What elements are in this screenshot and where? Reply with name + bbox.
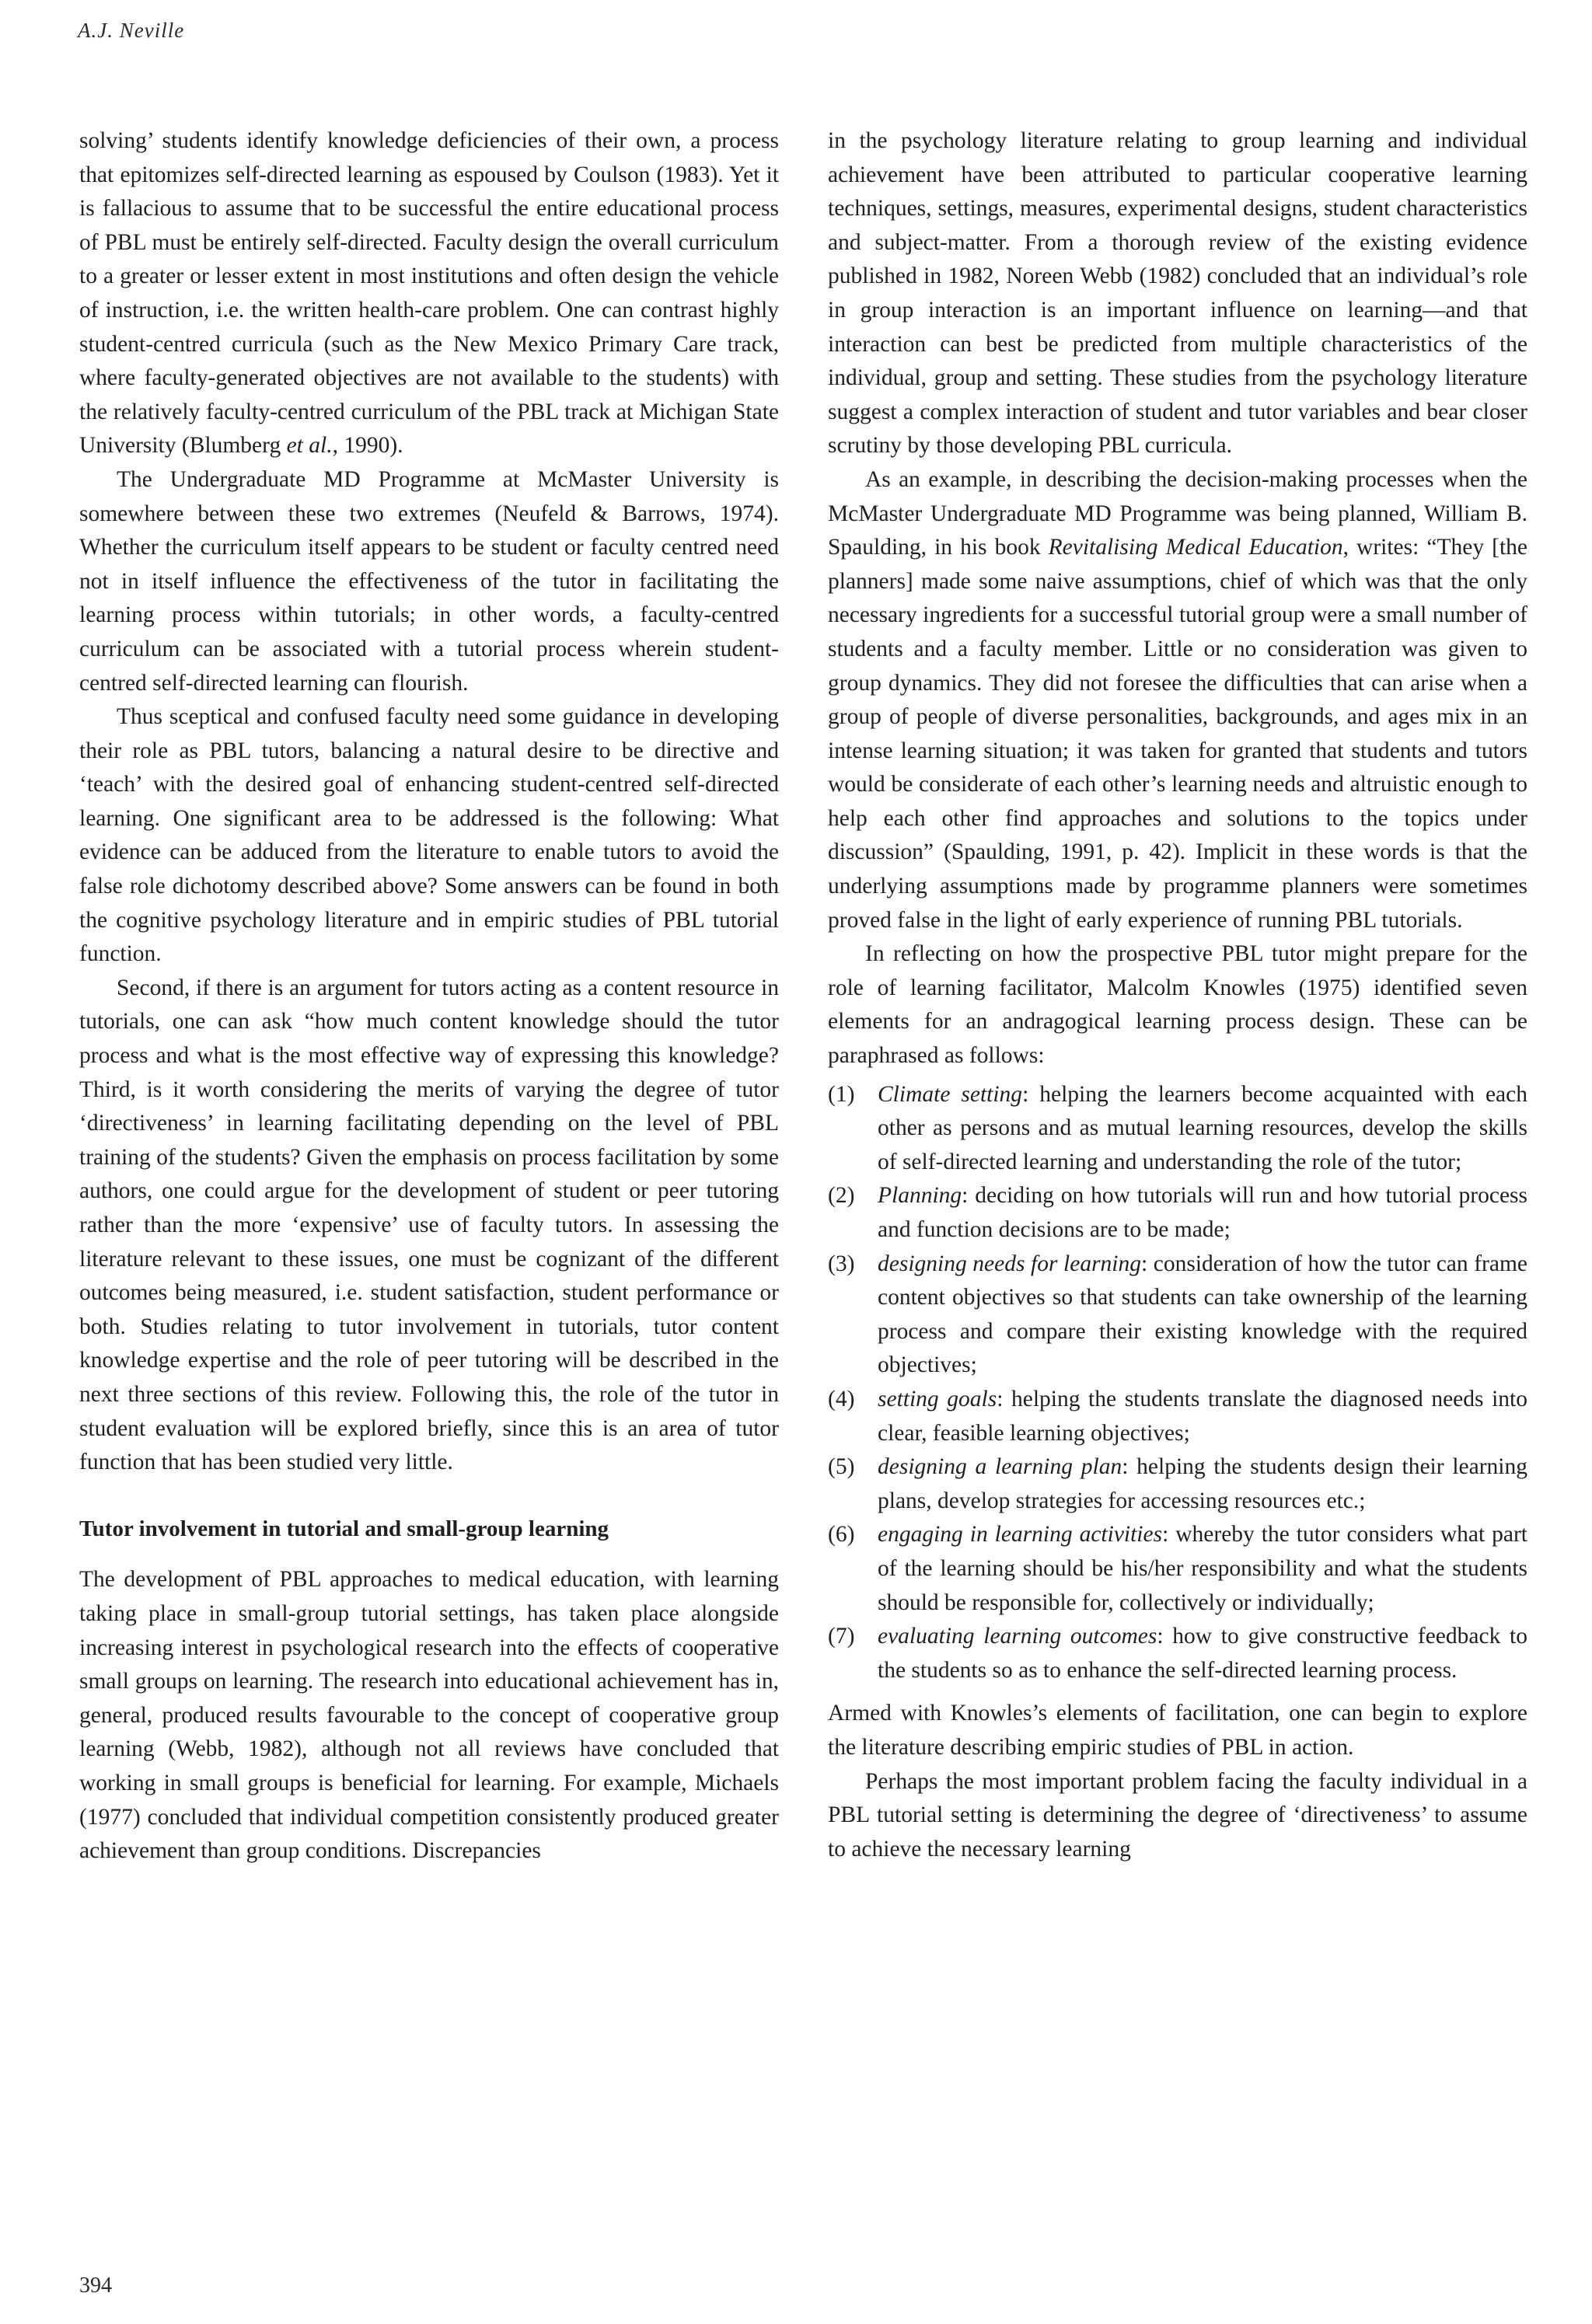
paragraph: The Undergraduate MD Programme at McMaster University is somewhere between these two extremes (Neufeld & Barrows, 1974). Whether the curriculum itself appears to be student or faculty centred need not in itself influence the effectiveness of the tutor in facilitating the learning process within tutorials; in other words, a faculty-centred curriculum can be associated with a tutorial process wherein student-centred self-directed learning can flourish. bbox=[79, 466, 779, 696]
section-heading: Tutor involvement in tutorial and small-group learning bbox=[79, 1516, 609, 1541]
list-term: engaging in learning activities bbox=[878, 1522, 1163, 1548]
list-number: (3) bbox=[828, 1251, 855, 1276]
list-number: (4) bbox=[828, 1386, 855, 1411]
list-number: (1) bbox=[828, 1081, 855, 1107]
list-text: : how to give constructive feedback to the students so as to enhance the self-directed learning process. bbox=[878, 1624, 1527, 1683]
paragraph-text: solving’ students identify knowledge deficiencies of their own, a process that epitomizes self-directed learning as espoused by Coulson (1983). Yet it is fallacious to assume that to be successful the entire educational process of PBL must be entirely self-directed. Faculty design the overall curriculum to a greater or lesser extent in most institutions and often design the vehicle of instruction, i.e. the written health-care problem. One can contrast highly student-centred curricula (such as the New Mexico Primary Care track, where faculty-generated objectives are not available to the students) with the relatively faculty-centred curriculum of the PBL track at Michigan State University (Blumberg bbox=[79, 128, 779, 459]
list-text: : whereby the tutor considers what part of the learning should be his/her responsibility and what the students should be responsible for, collectively or individually; bbox=[878, 1522, 1527, 1615]
paragraph-text: , 1990). bbox=[332, 433, 403, 459]
left-column bbox=[79, 124, 779, 1869]
list-term: Climate setting bbox=[878, 1081, 1023, 1107]
list-item bbox=[828, 1179, 1527, 1247]
list-item bbox=[828, 1518, 1527, 1620]
knowles-elements-list bbox=[828, 1078, 1527, 1688]
list-term: Planning bbox=[878, 1183, 962, 1209]
list-number: (2) bbox=[828, 1183, 855, 1209]
list-term: designing a learning plan bbox=[878, 1454, 1122, 1480]
list-text: : helping the students design their learning plans, develop strategies for accessing resources etc.; bbox=[878, 1454, 1527, 1513]
list-number: (6) bbox=[828, 1522, 855, 1548]
list-item bbox=[828, 1383, 1527, 1450]
list-text: : helping the students translate the diagnosed needs into clear, feasible learning objectives; bbox=[878, 1386, 1527, 1446]
paragraph: In reflecting on how the prospective PBL tutor might prepare for the role of learning facilitator, Malcolm Knowles (1975) identified seven elements for an andragogical learning process design. These can be paraphrased as follows: bbox=[828, 941, 1527, 1069]
right-column bbox=[828, 124, 1527, 1866]
list-item bbox=[828, 1247, 1527, 1383]
paragraph-text: As an example, in describing the decision-making processes when the McMaster Undergraduate MD Programme was being planned, William B. Spaulding, in his book bbox=[828, 466, 1527, 560]
paragraph-text: , writes: “They [the planners] made some naive assumptions, chief of which was that the only necessary ingredients for a successful tutorial group were a small number of students and a faculty member. Little or no consideration was given to group dynamics. They did not foresee the difficulties that can arise when a group of people of diverse personalities, backgrounds, and ages mix in an intense learning situation; it was taken for granted that students and tutors would be considerate of each other’s learning needs and altruistic enough to help each other find approaches and solutions to the topics under discussion” (Spaulding, 1991, p. 42). Implicit in these words is that the underlying assumptions made by programme planners were sometimes proved false in the light of early experience of running PBL tutorials. bbox=[828, 535, 1528, 933]
paragraph bbox=[79, 124, 779, 463]
paragraph: The development of PBL approaches to medical education, with learning taking place in small-group tutorial settings, has taken place alongside increasing interest in psychological research into the effects of cooperative small groups on learning. The research into educational achievement has in, general, produced results favourable to the concept of cooperative group learning (Webb, 1982), although not all reviews have concluded that working in small groups is beneficial for learning. For example, Michaels (1977) concluded that individual competition consistently produced greater achievement than group conditions. Discrepancies bbox=[79, 1567, 779, 1864]
running-head: A.J. Neville bbox=[78, 19, 185, 42]
citation-etal: et al. bbox=[286, 433, 333, 459]
paragraph: Armed with Knowles’s elements of facilitation, one can begin to explore the literature describing empiric studies of PBL in action. bbox=[828, 1701, 1527, 1760]
book-title: Revitalising Medical Education bbox=[1048, 535, 1343, 560]
list-number: (5) bbox=[828, 1454, 855, 1480]
paragraph: in the psychology literature relating to group learning and individual achievement have been attributed to particular cooperative learning techniques, settings, measures, experimental designs, student characteristics and subject-matter. From a thorough review of the existing evidence published in 1982, Noreen Webb (1982) concluded that an individual’s role in group interaction is an important influence on learning—and that interaction can best be predicted from multiple characteristics of the individual, group and setting. These studies from the psychology literature suggest a complex interaction of student and tutor variables and bear closer scrutiny by those developing PBL curricula. bbox=[828, 128, 1527, 459]
list-text: : helping the learners become acquainted with each other as persons and as mutual learning resources, develop the skills of self-directed learning and understanding the role of the tutor; bbox=[878, 1081, 1527, 1174]
list-text: : consideration of how the tutor can frame content objectives so that students can take ownership of the learning process and compare their existing knowledge with the required objectives; bbox=[878, 1251, 1527, 1378]
list-item bbox=[828, 1450, 1527, 1518]
list-text: : deciding on how tutorials will run and how tutorial process and function decisions are to be made; bbox=[878, 1183, 1527, 1242]
paragraph bbox=[828, 463, 1527, 937]
list-term: setting goals bbox=[878, 1386, 997, 1411]
paragraph: Thus sceptical and confused faculty need some guidance in developing their role as PBL tutors, balancing a natural desire to be directive and ‘teach’ with the desired goal of enhancing student-centred self-directed learning. One significant area to be addressed is the following: What evidence can be adduced from the literature to enable tutors to avoid the false role dichotomy described above? Some answers can be found in both the cognitive psychology literature and in empiric studies of PBL tutorial function. bbox=[79, 704, 779, 967]
paragraph: Second, if there is an argument for tutors acting as a content resource in tutorials, one can ask “how much content knowledge should the tutor process and what is the most effective way of expressing this knowledge? Third, is it worth considering the merits of varying the degree of tutor ‘directiveness’ in learning facilitating depending on the level of PBL training of the students? Given the emphasis on process facilitation by some authors, one could argue for the development of student or peer tutoring rather than the more ‘expensive’ use of faculty tutors. In assessing the literature relevant to these issues, one must be cognizant of the different outcomes being measured, i.e. student satisfaction, student performance or both. Studies relating to tutor involvement in tutorials, tutor content knowledge expertise and the role of peer tutoring will be described in the next three sections of this review. Following this, the role of the tutor in student evaluation will be explored briefly, since this is an area of tutor function that has been studied very little. bbox=[79, 975, 779, 1475]
list-number: (7) bbox=[828, 1624, 855, 1649]
list-term: evaluating learning outcomes bbox=[878, 1624, 1157, 1649]
paragraph: Perhaps the most important problem facing the faculty individual in a PBL tutorial setting is determining the degree of ‘directiveness’ to assume to achieve the necessary learning bbox=[828, 1768, 1527, 1862]
page-number: 394 bbox=[79, 2273, 112, 2298]
list-item bbox=[828, 1078, 1527, 1180]
list-term: designing needs for learning bbox=[878, 1251, 1141, 1276]
list-item bbox=[828, 1620, 1527, 1687]
